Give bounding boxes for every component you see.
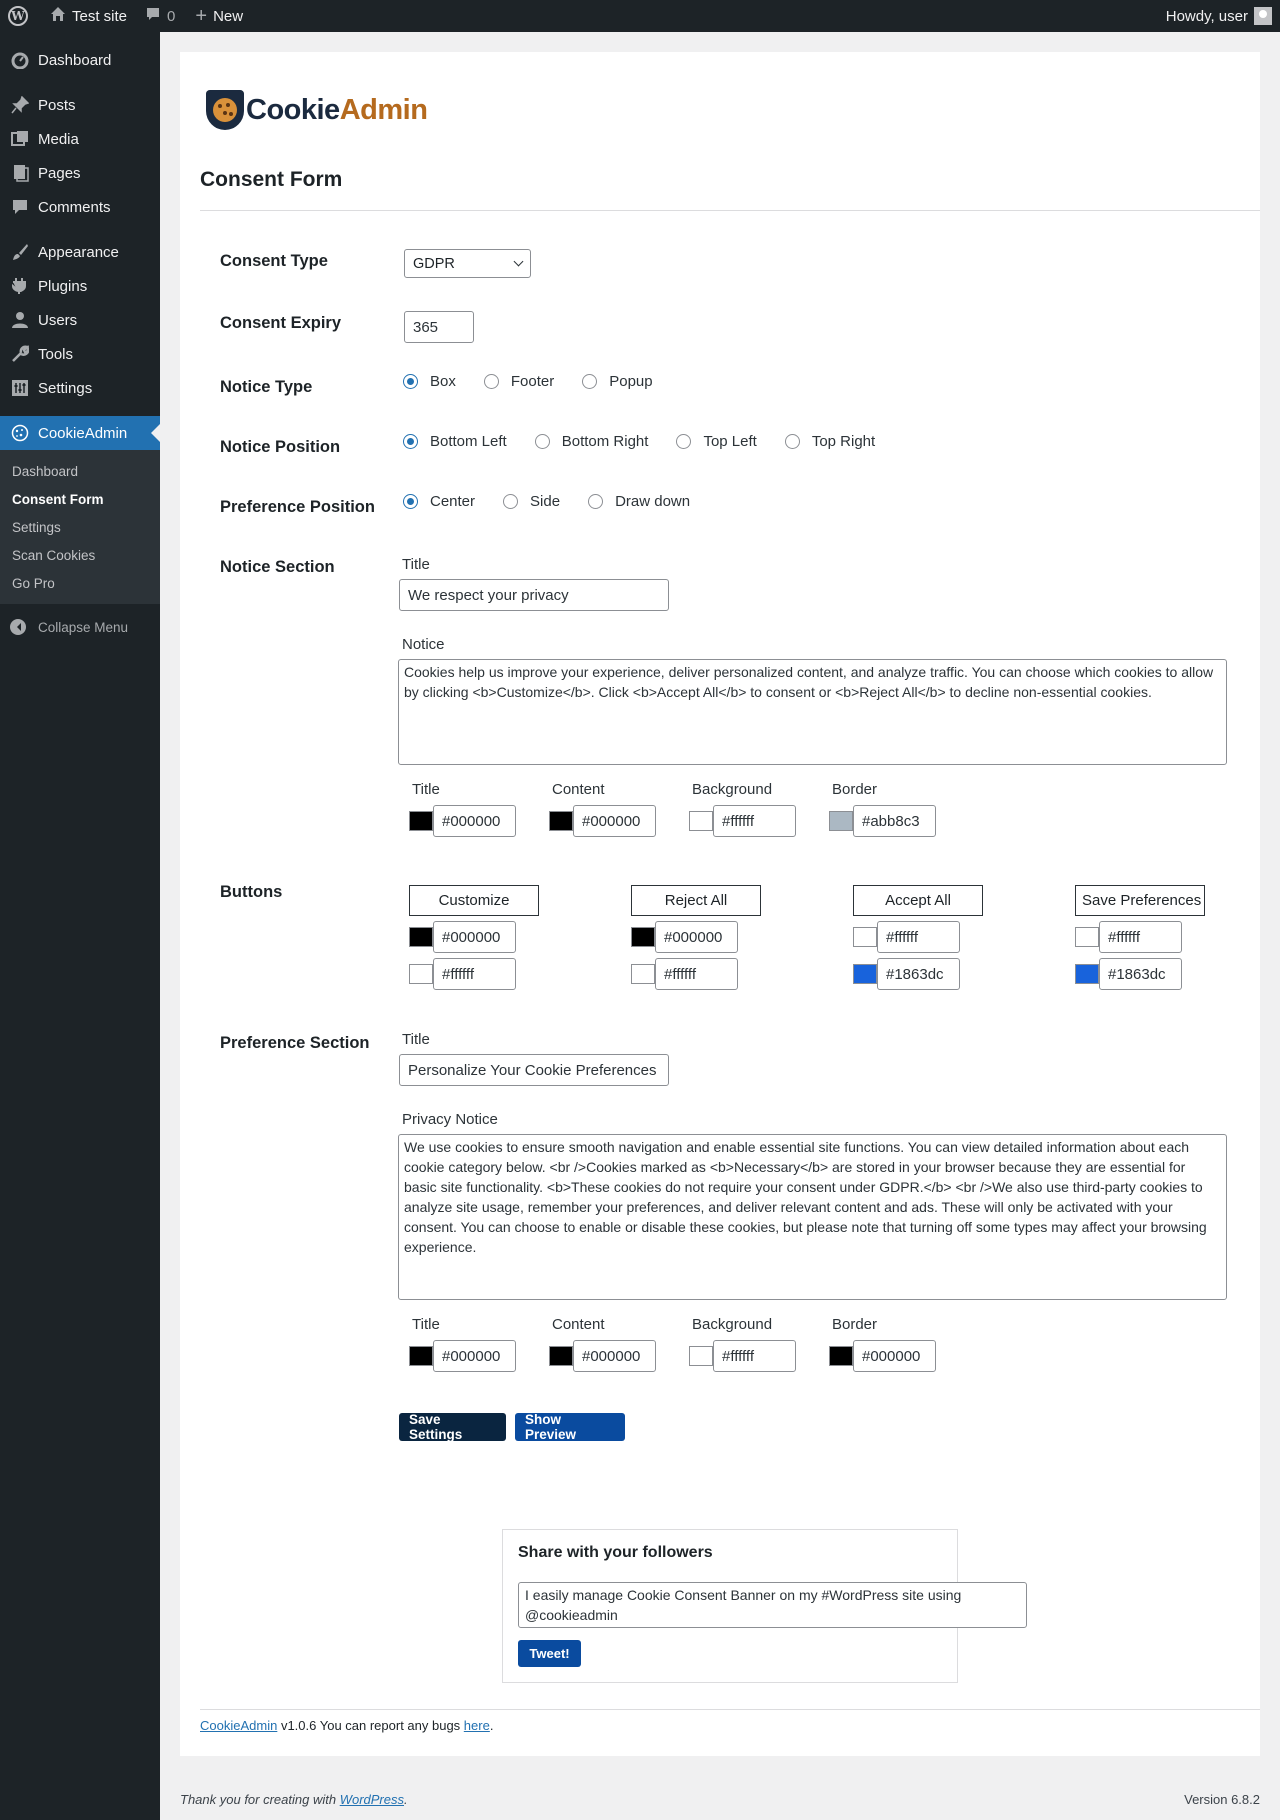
radio-label: Box	[430, 373, 456, 390]
reject-bg-color-picker[interactable]	[631, 958, 738, 990]
settings-icon	[10, 378, 30, 398]
menu-tools[interactable]	[0, 337, 160, 371]
new-label: New	[213, 7, 244, 25]
color-swatch[interactable]	[1075, 927, 1099, 947]
radio-label: Side	[530, 493, 561, 510]
wordpress-logo-icon: W	[8, 6, 28, 26]
new-content-link[interactable]	[183, 0, 251, 32]
color-hex-input[interactable]: #ffffff	[1099, 921, 1182, 953]
show-preview-button[interactable]: Show Preview	[515, 1413, 625, 1441]
home-icon	[50, 6, 66, 26]
notice-title-color-picker[interactable]	[409, 805, 516, 837]
notice-position-bottom-right-radio[interactable]	[535, 434, 550, 449]
admin-sidebar	[0, 32, 160, 1820]
menu-label: Settings	[38, 379, 93, 397]
color-hex-input[interactable]: #000000	[433, 1340, 516, 1372]
preference-title-input[interactable]: Personalize Your Cookie Preferences	[399, 1054, 669, 1086]
color-hex-input[interactable]: #000000	[655, 921, 738, 953]
notice-type-popup-radio[interactable]	[582, 374, 597, 389]
notice-position-label: Notice Position	[220, 438, 341, 456]
pref-content-color-label: Content	[552, 1316, 605, 1333]
color-swatch[interactable]	[409, 1346, 433, 1366]
preference-position-center-radio[interactable]	[403, 494, 418, 509]
menu-comments[interactable]	[0, 190, 160, 224]
radio-label: Bottom Left	[430, 433, 507, 450]
media-icon	[10, 129, 30, 149]
menu-label: Tools	[38, 345, 74, 363]
menu-dashboard[interactable]	[0, 43, 160, 77]
customize-button-preview[interactable]: Customize	[409, 885, 539, 916]
color-swatch[interactable]	[853, 964, 877, 984]
menu-label: Appearance	[38, 243, 119, 261]
save-pref-bg-color-picker[interactable]	[1075, 958, 1182, 990]
privacy-notice-textarea[interactable]: We use cookies to ensure smooth navigation and enable essential site functions. You can view detailed information about each cookie category below. <br />Cookies marked as <b>Necessary</b> are stored in your browser because they are essential for basic site functionality. <b>These cookies do not require your consent under GDPR.</b> <br />We also use third-party cookies to analyze site usage, remember your preferences, and deliver relevant content and ads. These will only be activated with your consent. You can choose to enable or disable these cookies, but please note that turning off some types may affect your browsing experience.	[398, 1134, 1227, 1300]
pref-border-color-label: Border	[832, 1316, 878, 1333]
submenu-dashboard[interactable]: Dashboard	[12, 463, 79, 479]
comment-icon	[10, 197, 30, 217]
wordpress-link[interactable]: WordPress	[339, 1792, 404, 1807]
period: .	[489, 1718, 494, 1733]
menu-label: Pages	[38, 164, 81, 182]
color-hex-input[interactable]: #000000	[573, 1340, 656, 1372]
color-swatch[interactable]	[689, 811, 713, 831]
notice-text-label: Notice	[402, 636, 445, 653]
notice-section-label: Notice Section	[220, 558, 335, 576]
color-hex-input[interactable]: #ffffff	[713, 1340, 796, 1372]
color-swatch[interactable]	[689, 1346, 713, 1366]
consent-expiry-label: Consent Expiry	[220, 314, 342, 332]
color-swatch[interactable]	[631, 964, 655, 984]
reject-all-button-preview[interactable]: Reject All	[631, 885, 761, 916]
plus-icon: +	[195, 5, 208, 27]
color-hex-input[interactable]: #1863dc	[877, 958, 960, 990]
menu-users[interactable]	[0, 303, 160, 337]
plugin-icon	[10, 276, 30, 296]
period: .	[404, 1792, 408, 1807]
menu-label: Dashboard	[38, 51, 112, 69]
color-hex-input[interactable]: #ffffff	[877, 921, 960, 953]
accept-text-color-picker[interactable]	[853, 921, 960, 953]
radio-label: Popup	[609, 373, 653, 390]
notice-border-color-picker[interactable]	[829, 805, 936, 837]
menu-label: Plugins	[38, 277, 88, 295]
comment-bubble-icon	[145, 6, 161, 26]
accept-all-button-preview[interactable]: Accept All	[853, 885, 983, 916]
privacy-notice-label: Privacy Notice	[402, 1111, 498, 1128]
buttons-label: Buttons	[220, 883, 283, 901]
color-swatch[interactable]	[829, 811, 853, 831]
notice-border-color-label: Border	[832, 781, 878, 798]
menu-label: Comments	[38, 198, 111, 216]
preference-section-label: Preference Section	[220, 1034, 370, 1052]
customize-text-color-picker[interactable]	[409, 921, 516, 953]
admin-bar	[0, 0, 1280, 32]
comments-link[interactable]	[135, 0, 183, 32]
color-swatch[interactable]	[829, 1346, 853, 1366]
reject-text-color-picker[interactable]	[631, 921, 738, 953]
notice-type-footer-radio[interactable]	[484, 374, 499, 389]
pref-background-color-label: Background	[692, 1316, 773, 1333]
color-hex-input[interactable]: #abb8c3	[853, 805, 936, 837]
color-swatch[interactable]	[549, 811, 573, 831]
save-preferences-button-preview[interactable]: Save Preferences	[1075, 885, 1205, 916]
submenu-consent-form[interactable]: Consent Form	[12, 491, 104, 507]
wp-version: Version 6.8.2	[1184, 1792, 1260, 1807]
pref-border-color-picker[interactable]	[829, 1340, 936, 1372]
submenu-go-pro[interactable]: Go Pro	[12, 575, 55, 591]
color-swatch[interactable]	[1075, 964, 1099, 984]
color-swatch[interactable]	[409, 811, 433, 831]
wp-footer-thanks	[180, 1792, 408, 1807]
plugin-footer	[200, 1718, 493, 1733]
avatar	[1254, 7, 1272, 25]
menu-cookieadmin[interactable]	[0, 416, 160, 450]
color-swatch[interactable]	[549, 1346, 573, 1366]
collapse-menu-button[interactable]	[0, 610, 160, 644]
radio-label: Top Left	[703, 433, 757, 450]
preference-position-side-radio[interactable]	[503, 494, 518, 509]
color-hex-input[interactable]: #ffffff	[713, 805, 796, 837]
preference-position-draw-down-radio[interactable]	[588, 494, 603, 509]
collapse-arrow-icon	[10, 619, 26, 635]
share-title: Share with your followers	[518, 1544, 713, 1561]
wordpress-logo-menu[interactable]	[0, 0, 42, 32]
notice-background-color-label: Background	[692, 781, 773, 798]
menu-label: Users	[38, 311, 78, 329]
color-hex-input[interactable]: #000000	[853, 1340, 936, 1372]
site-name-link[interactable]	[42, 0, 135, 32]
cookieadmin-link[interactable]: CookieAdmin	[200, 1718, 278, 1733]
consent-type-label: Consent Type	[220, 252, 328, 270]
consent-type-select[interactable]	[404, 249, 531, 278]
notice-type-label: Notice Type	[220, 378, 313, 396]
radio-label: Top Right	[811, 433, 876, 450]
notice-position-top-left-radio[interactable]	[676, 434, 691, 449]
notice-background-color-picker[interactable]	[689, 805, 796, 837]
preference-position-radios	[403, 493, 690, 510]
settings-card	[180, 52, 1260, 1756]
color-swatch[interactable]	[409, 964, 433, 984]
plugin-version-text: v1.0.6 You can report any bugs	[277, 1718, 464, 1733]
user-icon	[10, 310, 30, 330]
pref-title-color-picker[interactable]	[409, 1340, 516, 1372]
submenu-scan-cookies[interactable]: Scan Cookies	[12, 547, 96, 563]
share-textarea[interactable]: I easily manage Cookie Consent Banner on my #WordPress site using @cookieadmin	[518, 1582, 1027, 1628]
radio-label: Center	[430, 493, 476, 510]
consent-expiry-input[interactable]: 365	[404, 311, 474, 343]
divider	[200, 210, 1260, 211]
color-swatch[interactable]	[631, 927, 655, 947]
color-hex-input[interactable]: #000000	[433, 805, 516, 837]
logo-text-admin: Admin	[339, 93, 428, 126]
color-hex-input[interactable]: #ffffff	[655, 958, 738, 990]
accept-bg-color-picker[interactable]	[853, 958, 960, 990]
pref-background-color-picker[interactable]	[689, 1340, 796, 1372]
radio-label: Footer	[510, 373, 555, 390]
shield-cookie-icon	[206, 90, 244, 130]
tweet-button[interactable]: Tweet!	[518, 1640, 581, 1667]
menu-plugins[interactable]	[0, 269, 160, 303]
my-account-menu[interactable]	[1158, 0, 1280, 32]
pref-content-color-picker[interactable]	[549, 1340, 656, 1372]
notice-position-top-right-radio[interactable]	[785, 434, 800, 449]
notice-textarea[interactable]: Cookies help us improve your experience, deliver personalized content, and analyze traffic. You can choose which cookies to allow by clicking <b>Customize</b>. Click <b>Accept All</b> to consent or <b>Reject All</b> to decline non-essential cookies.	[398, 659, 1227, 765]
notice-type-box-radio[interactable]	[403, 374, 418, 389]
color-hex-input[interactable]: #1863dc	[1099, 958, 1182, 990]
logo-text-cookie: Cookie	[246, 93, 340, 126]
preference-position-label: Preference Position	[220, 498, 375, 516]
notice-content-color-label: Content	[552, 781, 605, 798]
brush-icon	[10, 242, 30, 262]
menu-settings[interactable]	[0, 371, 160, 405]
comments-count: 0	[167, 7, 176, 25]
notice-title-color-label: Title	[412, 781, 440, 798]
save-settings-button[interactable]: Save Settings	[399, 1413, 506, 1441]
cookie-icon	[10, 423, 30, 443]
page-title: Consent Form	[200, 168, 343, 191]
howdy-text: Howdy, user	[1165, 7, 1248, 25]
cookieadmin-logo	[206, 90, 427, 130]
cookieadmin-submenu	[0, 450, 160, 604]
preference-title-label: Title	[402, 1031, 430, 1048]
radio-label: Draw down	[615, 493, 691, 510]
color-hex-input[interactable]: #000000	[433, 921, 516, 953]
notice-type-radios	[403, 373, 653, 390]
notice-position-radios	[403, 433, 875, 450]
thanks-text: Thank you for creating with	[180, 1792, 340, 1807]
notice-content-color-picker[interactable]	[549, 805, 656, 837]
wrench-icon	[10, 344, 30, 364]
footer-divider	[200, 1709, 1260, 1710]
radio-label: Bottom Right	[561, 433, 649, 450]
pages-icon	[10, 163, 30, 183]
collapse-label: Collapse Menu	[38, 619, 129, 635]
menu-pages[interactable]	[0, 156, 160, 190]
chevron-down-icon	[514, 257, 524, 267]
report-bugs-link[interactable]: here	[463, 1718, 490, 1733]
color-swatch[interactable]	[409, 927, 433, 947]
menu-media[interactable]	[0, 122, 160, 156]
submenu-settings[interactable]: Settings	[12, 519, 61, 535]
color-hex-input[interactable]: #000000	[573, 805, 656, 837]
notice-title-input[interactable]: We respect your privacy	[399, 579, 669, 611]
notice-position-bottom-left-radio[interactable]	[403, 434, 418, 449]
menu-label: CookieAdmin	[38, 424, 128, 442]
customize-bg-color-picker[interactable]	[409, 958, 516, 990]
share-box	[502, 1529, 962, 1683]
consent-type-value: GDPR	[413, 255, 455, 272]
site-name: Test site	[72, 7, 128, 25]
menu-appearance[interactable]	[0, 235, 160, 269]
dashboard-icon	[10, 50, 30, 70]
menu-posts[interactable]	[0, 88, 160, 122]
color-swatch[interactable]	[853, 927, 877, 947]
pin-icon	[10, 95, 30, 115]
menu-label: Media	[38, 130, 79, 148]
save-pref-text-color-picker[interactable]	[1075, 921, 1182, 953]
color-hex-input[interactable]: #ffffff	[433, 958, 516, 990]
pref-title-color-label: Title	[412, 1316, 440, 1333]
notice-title-label: Title	[402, 556, 430, 573]
menu-label: Posts	[38, 96, 76, 114]
